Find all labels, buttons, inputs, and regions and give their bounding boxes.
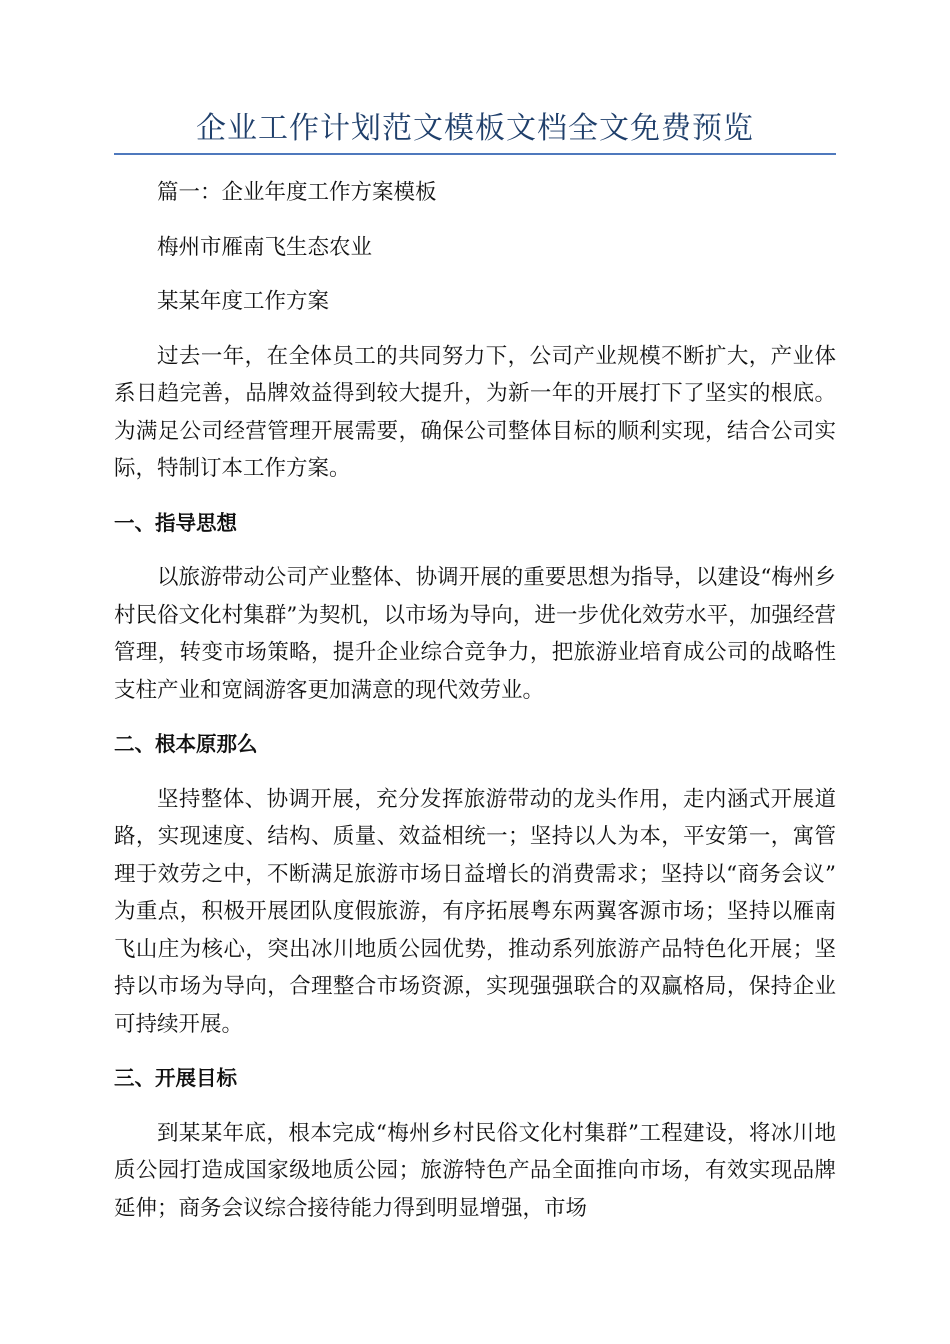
title-divider (114, 153, 836, 155)
heading-guiding-ideology: 一、指导思想 (114, 510, 237, 535)
paragraph-development-goals: 到某某年底，根本完成“梅州乡村民俗文化村集群”工程建设，将冰川地质公园打造成国家级地质公园；旅游特色产品全面推向市场，有效实现品牌延伸；商务会议综合接待能力得到明显增强，市场 (114, 1120, 836, 1221)
paragraph-guiding-ideology: 以旅游带动公司产业整体、协调开展的重要思想为指导，以建设“梅州乡村民俗文化村集群”为契机，以市场为导向，进一步优化效劳水平，加强经营管理，转变市场策略，提升企业综合竞争力，把旅游业培育成公司的战略性支柱产业和宽阔游客更加满意的现代效劳业。 (114, 565, 836, 703)
paragraph-plan-name: 某某年度工作方案 (157, 289, 330, 314)
paragraph-basic-principles: 坚持整体、协调开展，充分发挥旅游带动的龙头作用，走内涵式开展道路，实现速度、结构、质量、效益相统一；坚持以人为本，平安第一，寓管理于效劳之中，不断满足旅游市场日益增长的消费需求；坚持以“商务会议”为重点，积极开展团队度假旅游，有序拓展粤东两翼客源市场；坚持以雁南飞山庄为核心，突出冰川地质公园优势，推动系列旅游产品特色化开展；坚持以市场为导向，合理整合市场资源，实现强强联合的双赢格局，保持企业可持续开展。 (114, 786, 836, 1037)
document-body (114, 174, 836, 1244)
heading-basic-principles: 二、根本原那么 (114, 732, 258, 756)
heading-development-goals: 三、开展目标 (114, 1066, 237, 1090)
document-title: 企业工作计划范文模板文档全文免费预览 (196, 111, 754, 146)
paragraph-section-label: 篇一：企业年度工作方案模板 (157, 180, 437, 205)
paragraph-company-name: 梅州市雁南飞生态农业 (157, 234, 373, 260)
paragraph-intro: 过去一年，在全体员工的共同努力下，公司产业规模不断扩大，产业体系日趋完善，品牌效益得到较大提升，为新一年的开展打下了坚实的根底。为满足公司经营管理开展需要，确保公司整体目标的顺利实现，结合公司实际，特制订本工作方案。 (114, 343, 836, 481)
